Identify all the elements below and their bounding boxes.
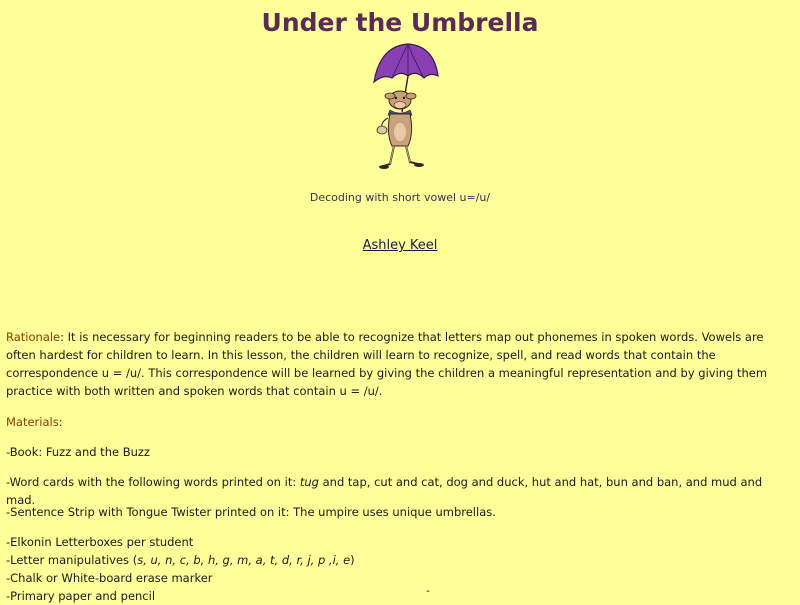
material-letters bbox=[6, 551, 794, 569]
word-cards-first-word: tug bbox=[299, 475, 319, 489]
word-cards-prefix: -Word cards with the following words printed on it: bbox=[6, 475, 300, 489]
word-cards-rest: and tap, cut and cat, dog and duck, hut and hat, bun and ban, and mud and mad. bbox=[6, 475, 763, 507]
umbrella-cow-illustration bbox=[370, 42, 440, 172]
material-chalk: -Chalk or White-board erase marker bbox=[6, 571, 213, 585]
author-link[interactable]: Ashley Keel bbox=[362, 238, 438, 253]
page-title: Under the Umbrella bbox=[261, 8, 539, 37]
materials-list bbox=[6, 533, 794, 605]
letters-suffix: ) bbox=[350, 553, 355, 567]
letters-list: s, u, n, c, b, h, g, m, a, t, d, r, j, p ,i, e bbox=[137, 553, 351, 567]
materials-label: Materials bbox=[6, 415, 59, 429]
rationale-label: Rationale bbox=[6, 330, 61, 344]
materials-heading bbox=[6, 413, 794, 431]
author-line bbox=[0, 238, 800, 253]
rationale-text: : It is necessary for beginning readers to be able to recognize that letters map out phonemes in spoken words. Vowels are often hardest for children to learn. In this lesson, the children will learn to recognize, spell, and read words that contain the correspondence u = /u/. This correspondence will be learned by giving the children a meaningful representation and by giving them practice with both written and spoken words that contain u = /u/. bbox=[6, 330, 768, 398]
material-elkonin: -Elkonin Letterboxes per student bbox=[6, 535, 194, 549]
letters-prefix: -Letter manipulatives ( bbox=[6, 553, 138, 567]
material-book: -Book: Fuzz and the Buzz bbox=[6, 445, 150, 459]
material-paper: -Primary paper and pencil bbox=[6, 589, 156, 603]
rationale-paragraph bbox=[6, 328, 794, 400]
materials-colon: : bbox=[58, 415, 63, 429]
material-sentence-strip: -Sentence Strip with Tongue Twister printed on it: The umpire uses unique umbrellas. bbox=[6, 505, 496, 519]
stray-mark: - bbox=[426, 584, 430, 597]
lesson-subtitle: Decoding with short vowel u=/u/ bbox=[309, 191, 491, 204]
